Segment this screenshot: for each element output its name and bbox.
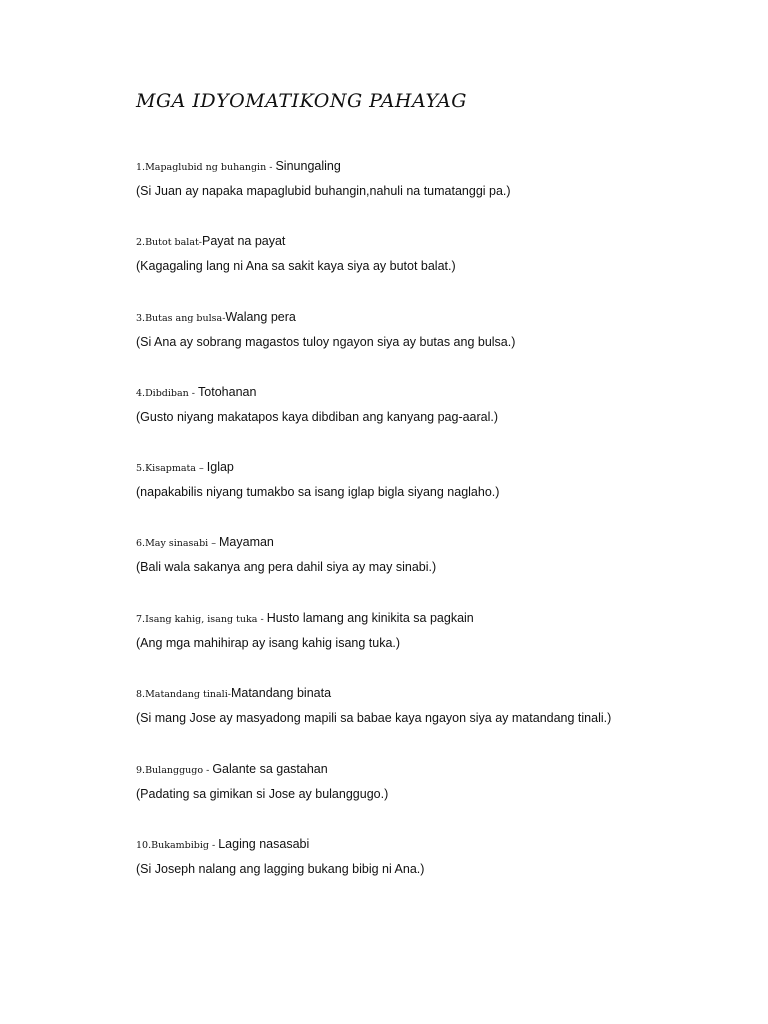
list-item (136, 835, 736, 878)
idiom-line (136, 232, 736, 250)
idiom-term: 3.Butas ang bulsa- (136, 313, 226, 324)
idiom-example: (Padating sa gimikan si Jose ay bulanggugo.) (136, 787, 389, 801)
idiom-line (136, 684, 736, 702)
idiom-term: 8.Matandang tinali- (136, 689, 231, 700)
idiom-meaning: Payat na payat (202, 234, 286, 248)
idiom-line (136, 383, 736, 401)
list-item (136, 458, 736, 501)
idiom-term: 1.Mapaglubid ng buhangin - (136, 162, 276, 173)
idiom-line (136, 760, 736, 778)
idiom-meaning: Matandang binata (230, 686, 332, 700)
list-item (136, 157, 736, 200)
list-item (136, 383, 736, 426)
idiom-example: (napakabilis niyang tumakbo sa isang iglap bigla siyang naglaho.) (136, 485, 500, 499)
list-item (136, 609, 736, 652)
idiom-meaning: Husto lamang ang kinikita sa pagkain (266, 611, 474, 625)
idiom-example: (Si Juan ay napaka mapaglubid buhangin,nahuli na tumatanggi pa.) (136, 184, 511, 198)
idiom-meaning: Mayaman (219, 535, 274, 549)
idiom-meaning: Walang pera (225, 310, 296, 324)
idiom-meaning: Galante sa gastahan (212, 762, 328, 776)
idiom-line (136, 458, 736, 476)
idiom-example: (Kagagaling lang ni Ana sa sakit kaya siya ay butot balat.) (136, 259, 456, 273)
idiom-line (136, 308, 736, 326)
list-item (136, 684, 736, 727)
list-item (136, 232, 736, 275)
idiom-meaning: Sinungaling (275, 159, 341, 173)
idiom-term: 7.Isang kahig, isang tuka - (136, 614, 267, 625)
idiom-line (136, 533, 736, 551)
idiom-term: 10.Bukambibig - (136, 840, 219, 851)
idiom-example: (Si Joseph nalang ang lagging bukang bibig ni Ana.) (136, 862, 425, 876)
list-item (136, 760, 736, 803)
idiom-line (136, 835, 736, 853)
idiom-meaning: Totohanan (198, 385, 257, 399)
list-item (136, 308, 736, 351)
idiom-term: 6.May sinasabi – (136, 538, 219, 549)
list-item (136, 533, 736, 576)
idiom-example: (Ang mga mahihirap ay isang kahig isang tuka.) (136, 636, 401, 650)
idiom-meaning: Laging nasasabi (218, 837, 310, 851)
idiom-line (136, 157, 736, 175)
idiom-example: (Bali wala sakanya ang pera dahil siya ay may sinabi.) (136, 560, 437, 574)
idiom-example: (Si Ana ay sobrang magastos tuloy ngayon siya ay butas ang bulsa.) (136, 335, 516, 349)
idiom-term: 2.Butot balat- (136, 237, 203, 248)
idiom-example: (Si mang Jose ay masyadong mapili sa babae kaya ngayon siya ay matandang tinali.) (136, 711, 612, 725)
idiom-term: 9.Bulanggugo - (136, 765, 213, 776)
idiom-line (136, 609, 736, 627)
idiom-meaning: Iglap (206, 460, 234, 474)
page-title: MGA IDYOMATIKONG PAHAYAG (136, 90, 467, 112)
idiom-example: (Gusto niyang makatapos kaya dibdiban ang kanyang pag-aaral.) (136, 410, 499, 424)
idiom-term: 5.Kisapmata – (136, 463, 207, 474)
idiom-term: 4.Dibdiban - (136, 388, 199, 399)
